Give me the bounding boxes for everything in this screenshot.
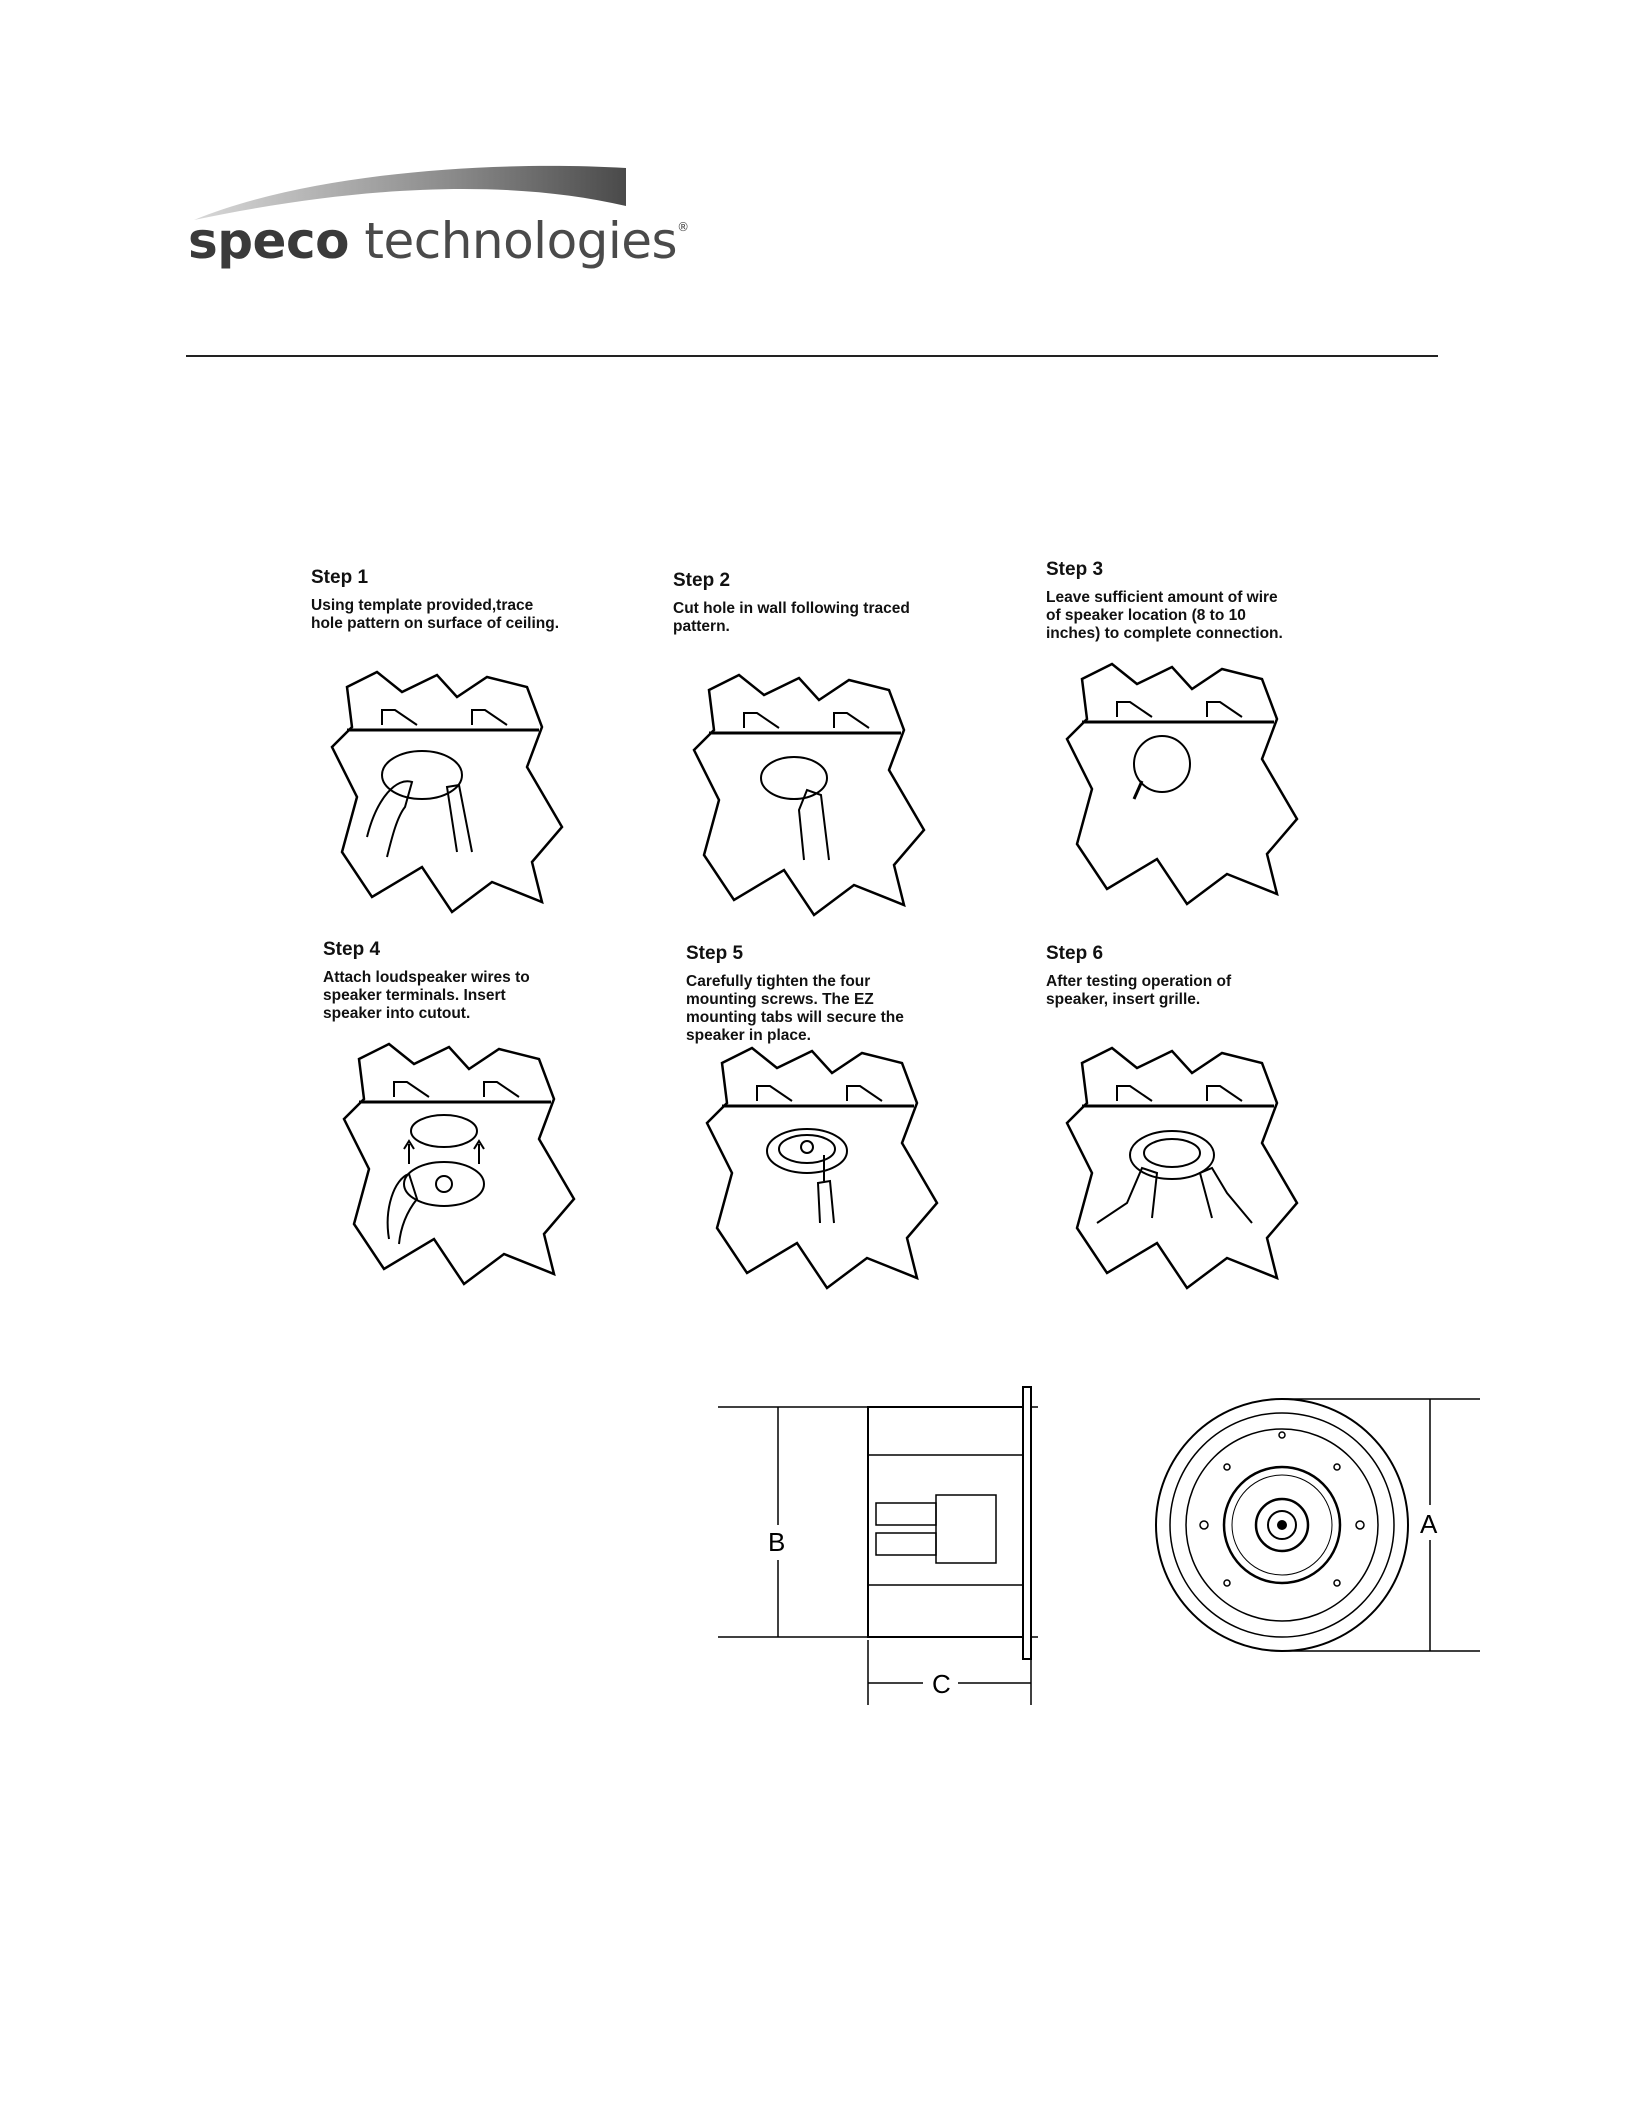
step-text: Cut hole in wall following traced pattern. bbox=[673, 600, 910, 635]
step-title: Step 3 bbox=[1046, 559, 1104, 580]
step-5 bbox=[672, 943, 1012, 1313]
tighten-screws-illustration bbox=[702, 1043, 962, 1293]
website-link[interactable] bbox=[984, 1836, 1202, 1858]
step-2 bbox=[659, 570, 999, 940]
step-3 bbox=[1032, 559, 1372, 929]
attach-speaker-illustration bbox=[339, 1039, 599, 1289]
logo-wordmark bbox=[188, 212, 689, 270]
step-text: Using template provided,trace hole pattern on surface of ceiling. bbox=[311, 597, 560, 632]
speaker-side-view-diagram bbox=[718, 1385, 1058, 1725]
header-divider bbox=[186, 355, 1438, 357]
dimension-a-label: A bbox=[1420, 1509, 1438, 1539]
step-6 bbox=[1032, 943, 1372, 1313]
wire-slack-illustration bbox=[1062, 659, 1322, 909]
step-text: Leave sufficient amount of wire of speaker location (8 to 10 inches) to complete connection. bbox=[1046, 589, 1283, 642]
step-title: Step 4 bbox=[323, 939, 381, 960]
step-title: Step 1 bbox=[311, 567, 369, 588]
dimension-b-label: B bbox=[768, 1527, 786, 1557]
step-4 bbox=[309, 939, 649, 1309]
speco-logo bbox=[186, 156, 689, 270]
installation-steps bbox=[297, 555, 1337, 1310]
step-text: Carefully tighten the four mounting screws. The EZ mounting tabs will secure the speaker in place. bbox=[686, 973, 904, 1044]
dimension-c-label: C bbox=[932, 1669, 951, 1699]
speaker-front-view-diagram bbox=[1120, 1395, 1500, 1665]
step-title: Step 6 bbox=[1046, 943, 1104, 964]
step-title: Step 2 bbox=[673, 570, 731, 591]
cut-hole-illustration bbox=[689, 670, 949, 920]
insert-grille-illustration bbox=[1062, 1043, 1322, 1293]
trace-template-illustration bbox=[327, 667, 587, 917]
step-1 bbox=[297, 567, 637, 937]
logo-light-text: technologies bbox=[348, 212, 678, 270]
registered-mark: ® bbox=[677, 220, 689, 234]
step-title: Step 5 bbox=[686, 943, 744, 964]
step-text: Attach loudspeaker wires to speaker terminals. Insert speaker into cutout. bbox=[323, 969, 530, 1022]
step-text: After testing operation of speaker, insert grille. bbox=[1046, 973, 1232, 1008]
logo-bold-text: speco bbox=[188, 212, 349, 270]
